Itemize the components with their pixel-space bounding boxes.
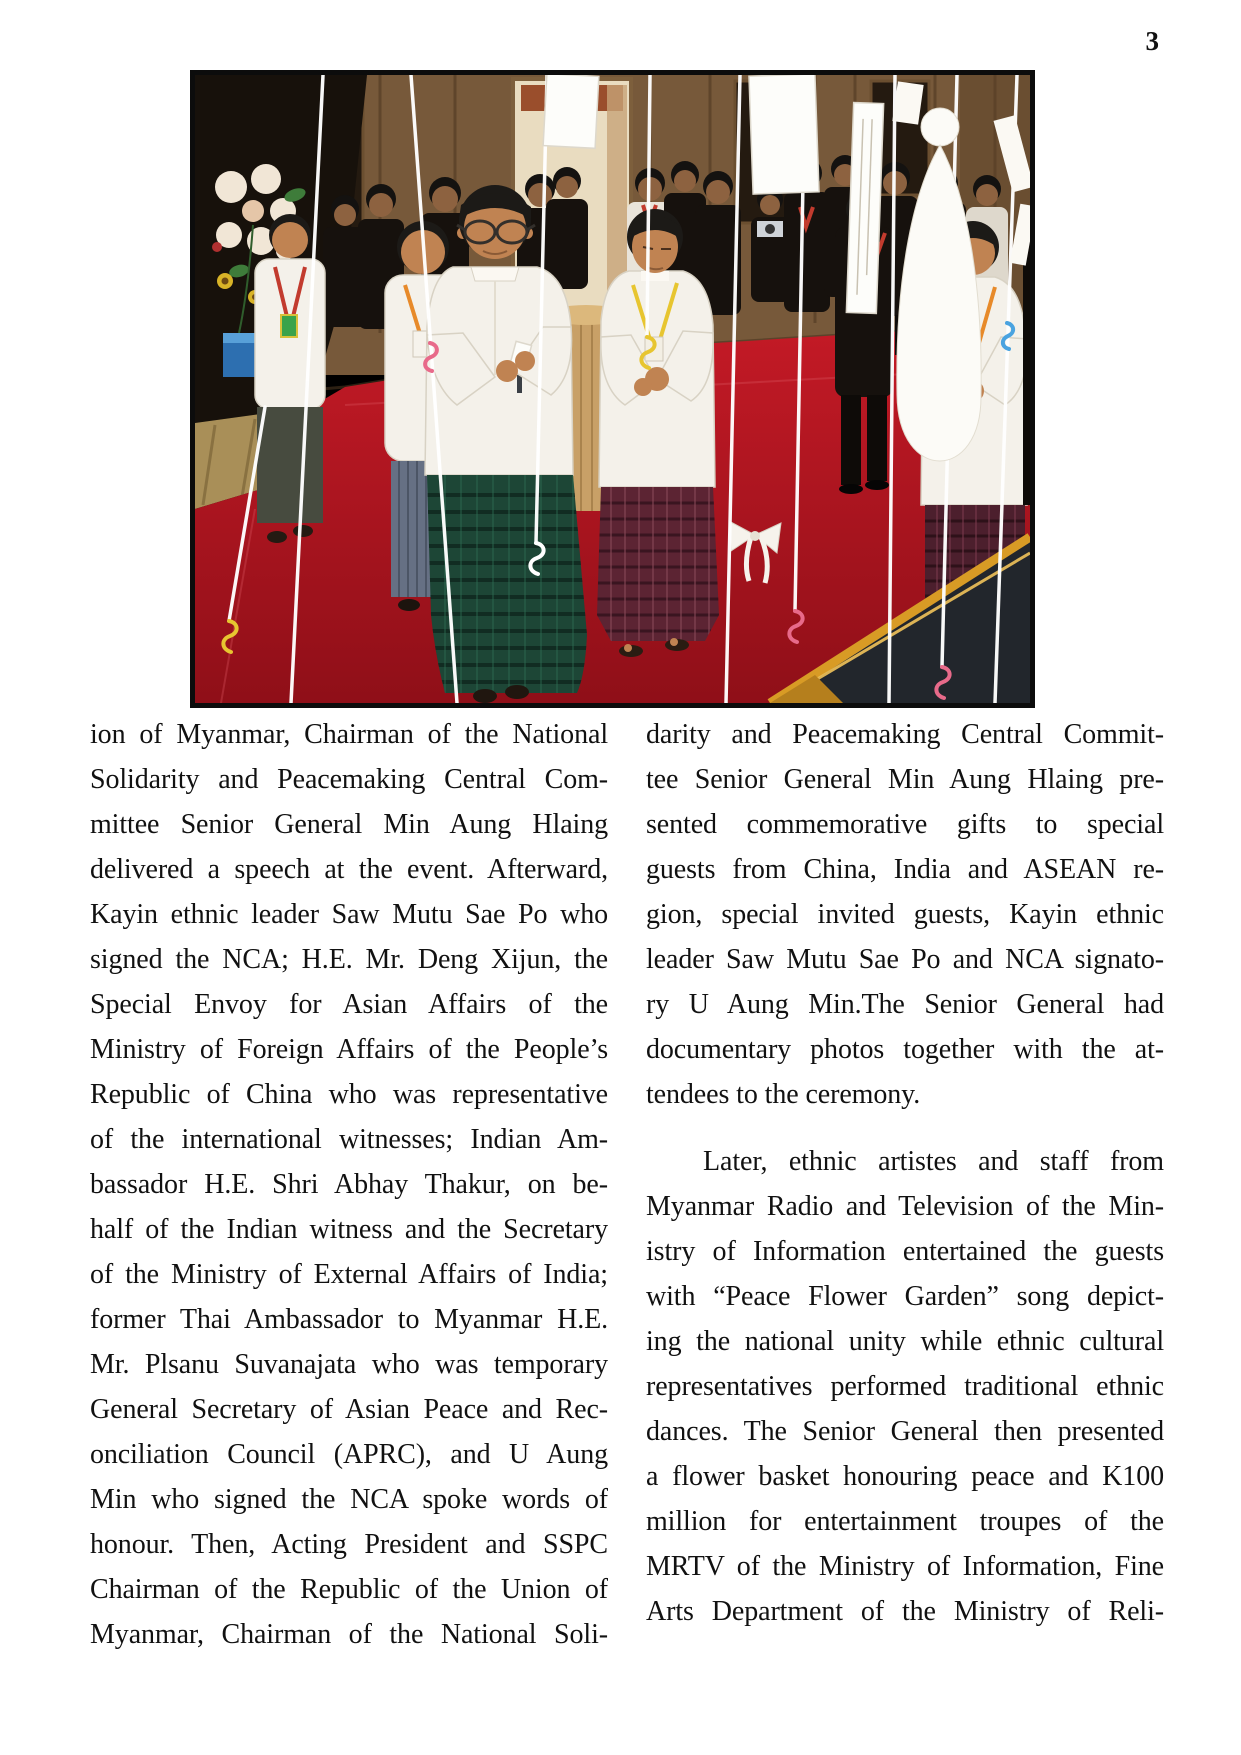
text-line: million for entertainment troupes of the	[646, 1506, 1164, 1537]
text-line: Min who signed the NCA spoke words of	[90, 1484, 608, 1515]
text-line: Ministry of Foreign Affairs of the People’s	[90, 1034, 608, 1065]
text-line: ion of Myanmar, Chairman of the National	[90, 719, 608, 750]
text-line: documentary photos together with the at-	[646, 1034, 1164, 1065]
text-line: honour. Then, Acting President and SSPC	[90, 1529, 608, 1560]
text-line: with “Peace Flower Garden” song depict-	[646, 1281, 1164, 1312]
text-line: tendees to the ceremony.	[646, 1079, 921, 1110]
text-line: dances. The Senior General then presented	[646, 1416, 1164, 1447]
text-line: leader Saw Mutu Sae Po and NCA signato-	[646, 944, 1164, 975]
text-line: sented commemorative gifts to special	[646, 809, 1164, 840]
text-line: darity and Peacemaking Central Commit-	[646, 719, 1164, 750]
text-line: onciliation Council (APRC), and U Aung	[90, 1439, 608, 1470]
text-line: mittee Senior General Min Aung Hlaing	[90, 809, 608, 840]
text-line: representatives performed traditional ethnic	[646, 1371, 1164, 1402]
text-line: tee Senior General Min Aung Hlaing pre-	[646, 764, 1164, 795]
text-line: of the international witnesses; Indian Am-	[90, 1124, 608, 1155]
text-line: signed the NCA; H.E. Mr. Deng Xijun, the	[90, 944, 608, 975]
text-line: Myanmar, Chairman of the National Soli-	[90, 1619, 608, 1650]
event-photo-illustration	[195, 75, 1030, 703]
text-line: former Thai Ambassador to Myanmar H.E.	[90, 1304, 608, 1335]
text-line: Arts Department of the Ministry of Reli-	[646, 1596, 1164, 1627]
text-column-right	[646, 712, 1164, 1634]
text-line: Republic of China who was representative	[90, 1079, 608, 1110]
text-line: Mr. Plsanu Suvanajata who was temporary	[90, 1349, 608, 1380]
text-line: General Secretary of Asian Peace and Rec-	[90, 1394, 608, 1425]
text-line: Kayin ethnic leader Saw Mutu Sae Po who	[90, 899, 608, 930]
text-line: Solidarity and Peacemaking Central Com-	[90, 764, 608, 795]
text-line: ry U Aung Min.The Senior General had	[646, 989, 1164, 1020]
text-line: a flower basket honouring peace and K100	[646, 1461, 1164, 1492]
text-line: half of the Indian witness and the Secretary	[90, 1214, 608, 1245]
text-line: Chairman of the Republic of the Union of	[90, 1574, 608, 1605]
text-line: ing the national unity while ethnic cultural	[646, 1326, 1164, 1357]
text-column-left	[90, 712, 608, 1657]
text-line: istry of Information entertained the guests	[646, 1236, 1164, 1267]
text-line: guests from China, India and ASEAN re-	[646, 854, 1164, 885]
text-line: gion, special invited guests, Kayin ethnic	[646, 899, 1164, 930]
text-line: Special Envoy for Asian Affairs of the	[90, 989, 608, 1020]
text-line: of the Ministry of External Affairs of India;	[90, 1259, 608, 1290]
text-line: bassador H.E. Shri Abhay Thakur, on be-	[90, 1169, 608, 1200]
text-line: MRTV of the Ministry of Information, Fine	[646, 1551, 1164, 1582]
text-line: Later, ethnic artistes and staff from	[703, 1146, 1164, 1177]
event-photo	[190, 70, 1035, 708]
text-line: delivered a speech at the event. Afterward,	[90, 854, 608, 885]
text-line: Myanmar Radio and Television of the Min-	[646, 1191, 1164, 1222]
page-number: 3	[1145, 26, 1159, 56]
